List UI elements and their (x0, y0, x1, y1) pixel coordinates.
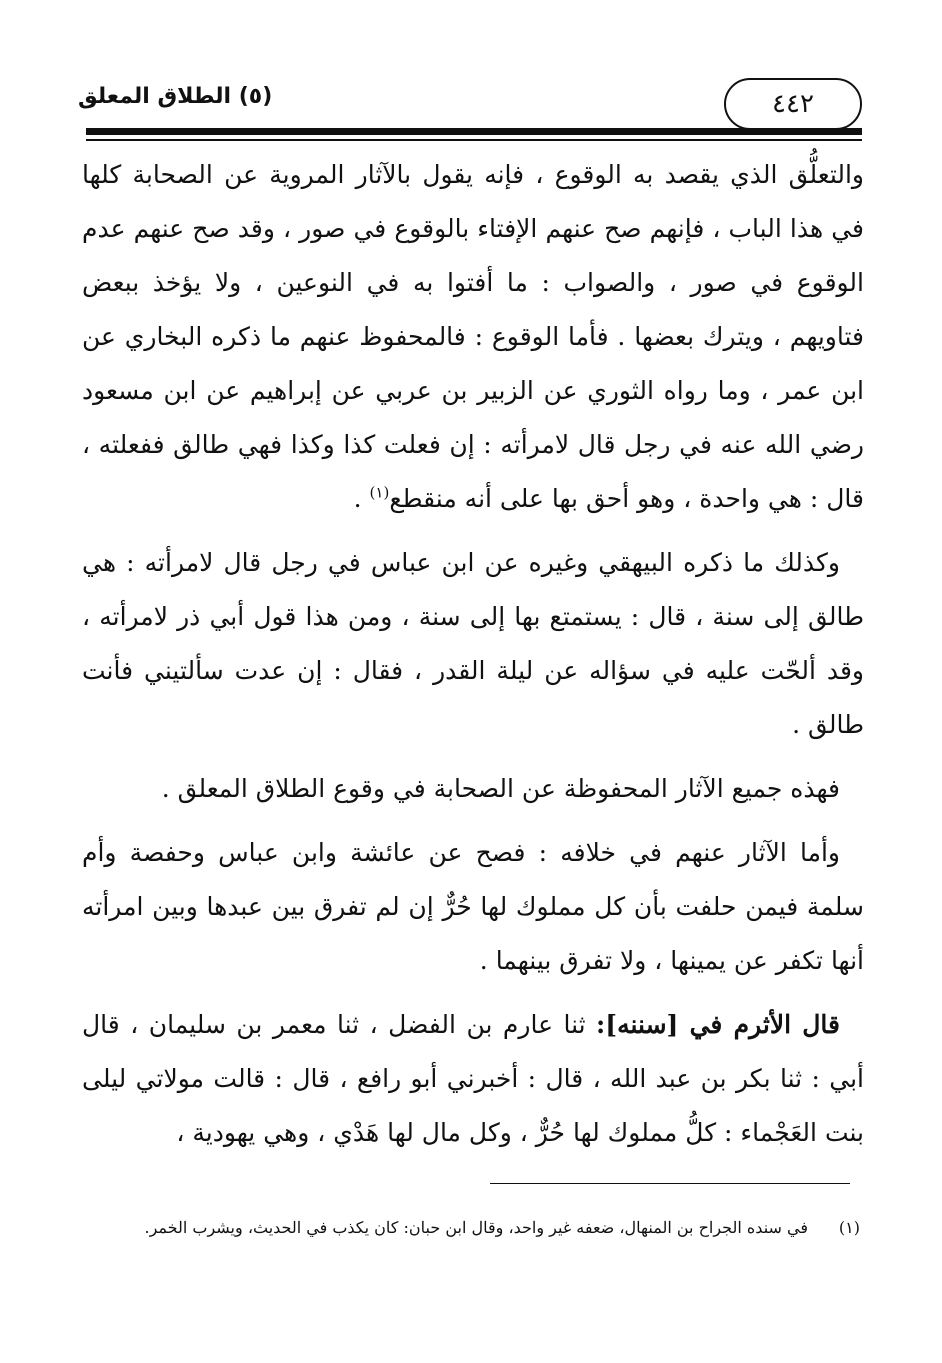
header-rule-thin (86, 139, 862, 141)
paragraph-4: وأما الآثار عنهم في خلافه : فصح عن عائشة وابن عباس وحفصة وأم سلمة فيمن حلفت بأن كل مملوك لها حُرٌّ إن لم تفرق بين عبدها وبين امرأته أنها تكفر عن يمينها ، ولا تفرق بينهما . (82, 838, 864, 975)
paragraph-2: وكذلك ما ذكره البيهقي وغيره عن ابن عباس في رجل قال لامرأته : هي طالق إلى سنة ، قال : يستمتع بها إلى سنة ، ومن هذا قول أبي ذر لامرأته ، وقد ألحّت عليه في سؤاله عن ليلة القدر ، فقال : إن عدت سألتيني فأنت طالق . (82, 548, 864, 739)
paragraph-1-end: . (353, 484, 370, 513)
footnote-number: (١) (838, 1218, 860, 1237)
paragraph-5-text: ثنا عارم بن الفضل ، ثنا معمر بن سليمان ، قال أبي : ثنا بكر بن عبد الله ، قال : أخبرني أبو رافع ، قال : قالت مولاتي ليلى بنت العَجْماء : كلُّ مملوك لها حُرٌّ ، وكل مال لها هَدْي ، وهي يهودية ، (82, 1010, 864, 1147)
paragraph-3: فهذه جميع الآثار المحفوظة عن الصحابة في وقوع الطلاق المعلق . (161, 774, 840, 803)
footnote-reference[interactable]: (١) (369, 483, 390, 502)
running-title: (٥) الطلاق المعلق (78, 84, 273, 109)
footnote-item (72, 1212, 860, 1244)
footnote-text: في سنده الجراح بن المنهال، ضعفه غير واحد، وقال ابن حبان: كان يكذب في الحديث، ويشرب الخمر. (144, 1218, 808, 1237)
footnote-separator (490, 1183, 850, 1184)
page-number: ٤٤٢ (724, 78, 862, 130)
paragraph-1-text: والتعلُّق الذي يقصد به الوقوع ، فإنه يقول بالآثار المروية عن الصحابة كلها في هذا الباب ، فإنهم صح عنهم الإفتاء بالوقوع في صور ، وقد صح عنهم عدم الوقوع في صور ، والصواب : ما أفتوا به في النوعين ، ولا يؤخذ ببعض فتاويهم ، ويترك بعضها . فأما الوقوع : فالمحفوظ عنهم ما ذكره البخاري عن ابن عمر ، وما رواه الثوري عن الزبير بن عربي عن إبراهيم عن ابن مسعود رضي الله عنه في رجل قال لامرأته : إن فعلت كذا وكذا فهي طالق ففعلته ، قال : هي واحدة ، وهو أحق بها على أنه منقطع (82, 160, 864, 513)
paragraph-1 (82, 148, 864, 526)
paragraph-5-lead: قال الأثرم في [سننه]: (596, 1010, 840, 1039)
main-text (82, 148, 864, 1170)
footnotes (72, 1212, 860, 1244)
paragraph-5 (82, 998, 864, 1160)
